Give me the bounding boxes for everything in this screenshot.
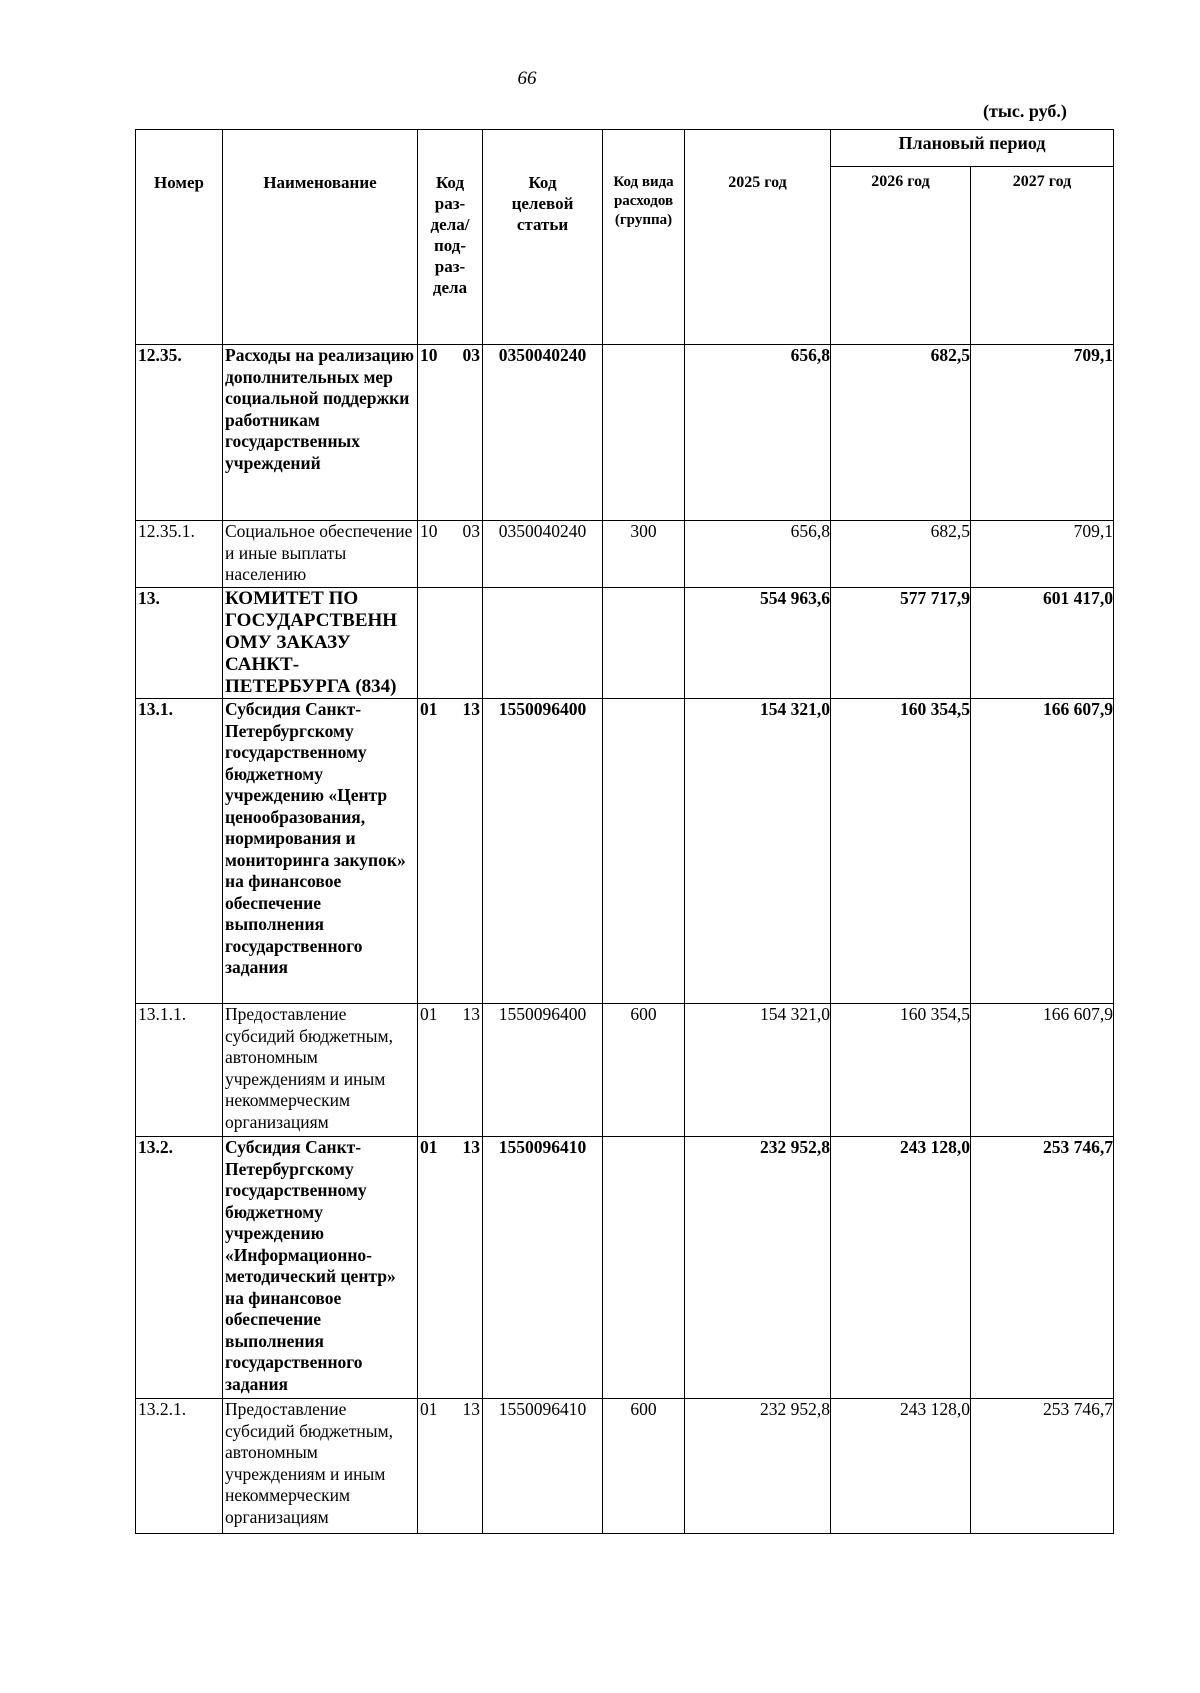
row-amount-2026: 243 128,0 [831,1137,971,1399]
row-amount-2027: 253 746,7 [971,1137,1114,1399]
table-row [136,699,1114,1004]
row-name: Субсидия Санкт-Петербургскому государственному бюджетному учреждению «Информационно-методический центр» на финансовое обеспечение выполнения государственного задания [223,1137,418,1399]
row-expense-group: 300 [603,521,685,588]
row-target-article: 1550096400 [483,1004,603,1137]
row-name: Субсидия Санкт-Петербургскому государственному бюджетному учреждению «Центр ценообразования, нормирования и мониторинга закупок» на финансовое обеспечение выполнения государственного задания [223,699,418,1004]
row-subsection-code: 13 [462,1004,480,1024]
row-amount-2025: 554 963,6 [685,588,831,699]
row-name: КОМИТЕТ ПО ГОСУДАРСТВЕНН ОМУ ЗАКАЗУ САНКТ-ПЕТЕРБУРГА (834) [223,588,418,699]
row-number: 13.2.1. [136,1399,223,1534]
row-amount-2025: 154 321,0 [685,699,831,1004]
table-row [136,1004,1114,1137]
row-section [418,521,483,588]
row-name: Социальное обеспечение и иные выплаты населению [223,521,418,588]
row-target-article: 1550096410 [483,1137,603,1399]
row-amount-2026: 160 354,5 [831,1004,971,1137]
header-section-text: Код раз- дела/ под- раз- дела [430,173,470,297]
row-expense-group: 600 [603,1004,685,1137]
row-target-article: 0350040240 [483,521,603,588]
table-row [136,1399,1114,1534]
row-section-code: 01 [420,1137,438,1157]
page-number: 66 [517,68,537,89]
header-year-2025: 2025 год [685,130,831,345]
row-section-code: 10 [420,521,438,541]
row-number: 13.1. [136,699,223,1004]
units-label: (тыс. руб.) [983,101,1067,121]
row-name: Предоставление субсидий бюджетным, автономным учреждениям и иным некоммерческим организациям [223,1399,418,1534]
row-amount-2026: 243 128,0 [831,1399,971,1534]
row-amount-2026: 160 354,5 [831,699,971,1004]
row-amount-2027: 709,1 [971,345,1114,521]
row-section-code: 01 [420,699,438,719]
row-section-code: 01 [420,1399,438,1419]
row-name: Предоставление субсидий бюджетным, автономным учреждениям и иным некоммерческим организациям [223,1004,418,1137]
header-target-article: Код целевой статьи [483,130,603,345]
row-target-article: 0350040240 [483,345,603,521]
table-row [136,345,1114,521]
row-amount-2026: 682,5 [831,345,971,521]
row-amount-2025: 656,8 [685,521,831,588]
header-number: Номер [136,130,223,345]
header-expense-group: Код вида расходов (группа) [603,130,685,345]
row-amount-2026: 577 717,9 [831,588,971,699]
row-subsection-code: 03 [462,345,480,365]
table-row [136,1137,1114,1399]
row-target-article: 1550096410 [483,1399,603,1534]
row-amount-2027: 166 607,9 [971,1004,1114,1137]
table-row [136,588,1114,699]
row-subsection-code: 13 [462,699,480,719]
row-amount-2027: 601 417,0 [971,588,1114,699]
row-subsection-code: 13 [462,1137,480,1157]
row-number: 12.35. [136,345,223,521]
row-amount-2027: 253 746,7 [971,1399,1114,1534]
row-amount-2025: 232 952,8 [685,1137,831,1399]
row-amount-2025: 154 321,0 [685,1004,831,1137]
row-expense-group [603,345,685,521]
row-number: 13.1.1. [136,1004,223,1137]
row-section [418,588,483,699]
row-subsection-code: 03 [462,521,480,541]
row-section [418,345,483,521]
row-expense-group [603,699,685,1004]
budget-table [135,129,1114,1534]
header-name: Наименование [223,130,418,345]
row-amount-2026: 682,5 [831,521,971,588]
header-planning-period: Плановый период [831,130,1114,167]
header-year-2027: 2027 год [971,167,1114,345]
row-number: 12.35.1. [136,521,223,588]
row-name: Расходы на реализацию дополнительных мер социальной поддержки работникам государственных учреждений [223,345,418,521]
row-section [418,1004,483,1137]
row-amount-2025: 656,8 [685,345,831,521]
row-section-code: 10 [420,345,438,365]
row-target-article [483,588,603,699]
row-number: 13.2. [136,1137,223,1399]
row-amount-2027: 709,1 [971,521,1114,588]
row-expense-group [603,1137,685,1399]
row-target-article: 1550096400 [483,699,603,1004]
row-number: 13. [136,588,223,699]
row-section [418,1399,483,1534]
header-section [418,130,483,345]
row-expense-group [603,588,685,699]
row-amount-2025: 232 952,8 [685,1399,831,1534]
row-amount-2027: 166 607,9 [971,699,1114,1004]
row-section-code: 01 [420,1004,438,1024]
header-year-2026: 2026 год [831,167,971,345]
table-row [136,521,1114,588]
row-expense-group: 600 [603,1399,685,1534]
row-section [418,699,483,1004]
row-section [418,1137,483,1399]
row-subsection-code: 13 [462,1399,480,1419]
